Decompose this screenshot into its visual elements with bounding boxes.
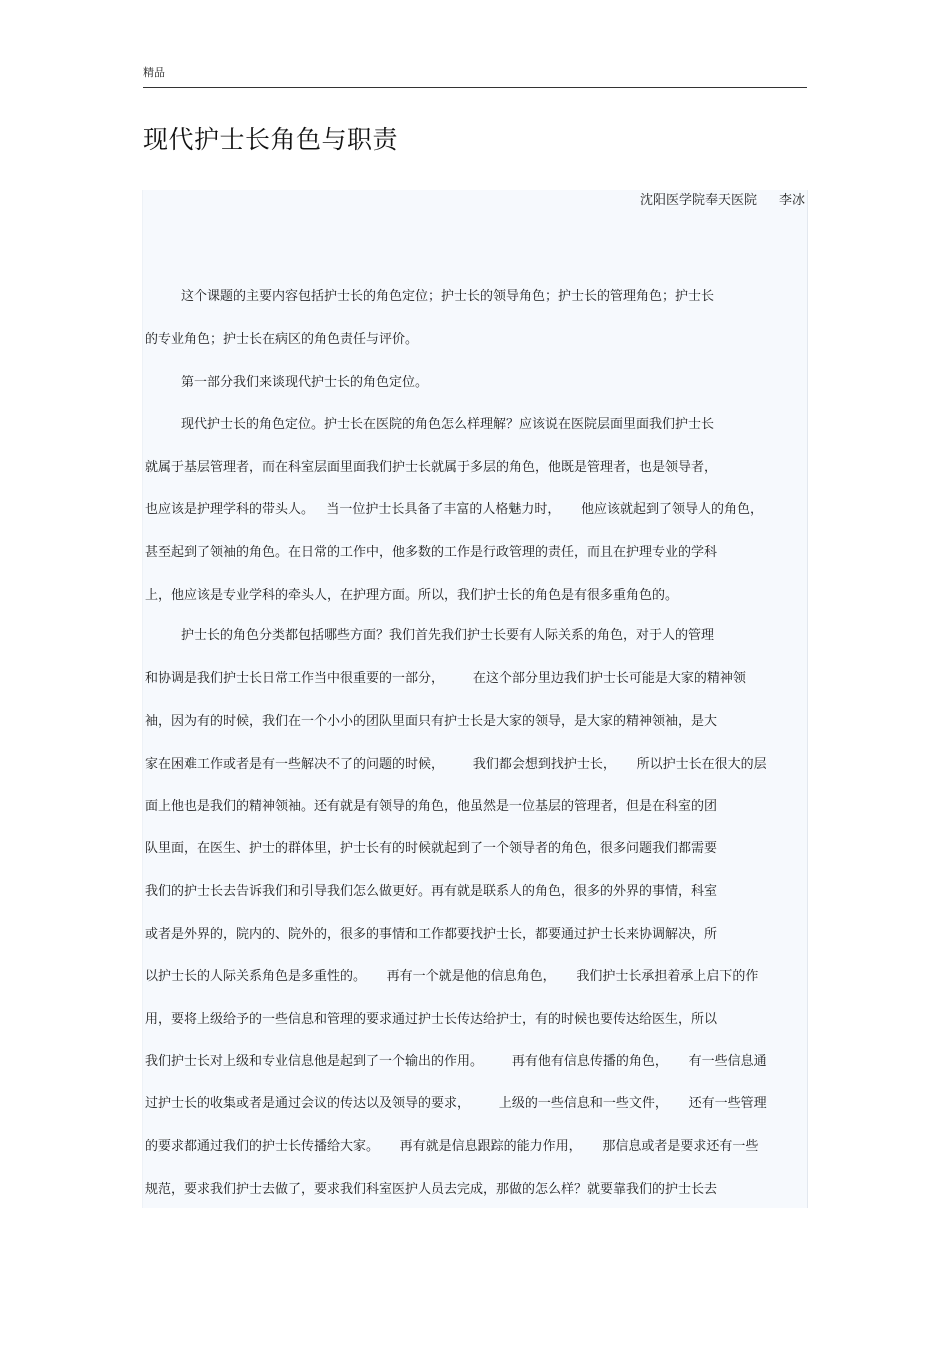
- header-label: 精品: [143, 66, 165, 79]
- author-line: [640, 193, 805, 209]
- author-name: 李冰: [778, 193, 805, 208]
- text-line: 护士长的角色分类都包括哪些方面？我们首先我们护士长要有人际关系的角色，对于人的管理: [181, 628, 715, 643]
- text-line: 我们护士长对上级和专业信息他是起到了一个输出的作用。 再有他有信息传播的角色， 有一些信息通: [145, 1054, 767, 1069]
- text-line: 规范，要求我们护士去做了，要求我们科室医护人员去完成，那做的怎么样？就要靠我们的护士长去: [145, 1182, 718, 1197]
- text-line: 袖，因为有的时候，我们在一个小小的团队里面只有护士长是大家的领导，是大家的精神领袖，是大: [145, 714, 718, 729]
- text-line: 现代护士长的角色定位。护士长在医院的角色怎么样理解？应该说在医院层面里面我们护士长: [181, 417, 715, 432]
- content-box: [142, 190, 808, 1208]
- text-line: 甚至起到了领袖的角色。在日常的工作中，他多数的工作是行政管理的责任，而且在护理专业的学科: [145, 545, 718, 560]
- text-line: 面上他也是我们的精神领袖。还有就是有领导的角色，他虽然是一位基层的管理者，但是在科室的团: [145, 799, 718, 814]
- text-line: 的专业角色；护士长在病区的角色责任与评价。: [145, 332, 419, 347]
- text-line: 和协调是我们护士长日常工作当中很重要的一部分， 在这个部分里边我们护士长可能是大家的精神领: [145, 671, 746, 686]
- text-line: 过护士长的收集或者是通过会议的传达以及领导的要求， 上级的一些信息和一些文件， 还有一些管理: [145, 1096, 767, 1111]
- text-line: 第一部分我们来谈现代护士长的角色定位。: [181, 375, 429, 390]
- text-line: 这个课题的主要内容包括护士长的角色定位；护士长的领导角色；护士长的管理角色；护士长: [181, 289, 715, 304]
- text-line: 或者是外界的，院内的、院外的，很多的事情和工作都要找护士长，都要通过护士长来协调解决，所: [145, 927, 718, 942]
- text-line: 我们的护士长去告诉我们和引导我们怎么做更好。再有就是联系人的角色，很多的外界的事情，科室: [145, 884, 718, 899]
- text-line: 用，要将上级给予的一些信息和管理的要求通过护士长传达给护士，有的时候也要传达给医生，所以: [145, 1012, 718, 1027]
- text-line: 就属于基层管理者，而在科室层面里面我们护士长就属于多层的角色，他既是管理者，也是领导者，: [145, 460, 718, 475]
- text-line: 家在困难工作或者是有一些解决不了的问题的时候， 我们都会想到找护士长， 所以护士长在很大的层: [145, 757, 767, 772]
- author-affiliation: 沈阳医学院奉天医院: [639, 193, 757, 208]
- header-divider: [143, 87, 807, 88]
- document-title: 现代护士长角色与职责: [143, 125, 399, 154]
- text-line: 的要求都通过我们的护士长传播给大家。 再有就是信息跟踪的能力作用， 那信息或者是要求还有一些: [145, 1139, 759, 1154]
- text-line: 队里面，在医生、护士的群体里，护士长有的时候就起到了一个领导者的角色，很多问题我们都需要: [145, 841, 718, 856]
- text-line: 上，他应该是专业学科的牵头人，在护理方面。所以，我们护士长的角色是有很多重角色的。: [145, 588, 679, 603]
- text-line: 也应该是护理学科的带头人。 当一位护士长具备了丰富的人格魅力时， 他应该就起到了领导人的角色，: [145, 502, 764, 517]
- text-line: 以护士长的人际关系角色是多重性的。 再有一个就是他的信息角色， 我们护士长承担着承上启下的作: [145, 969, 759, 984]
